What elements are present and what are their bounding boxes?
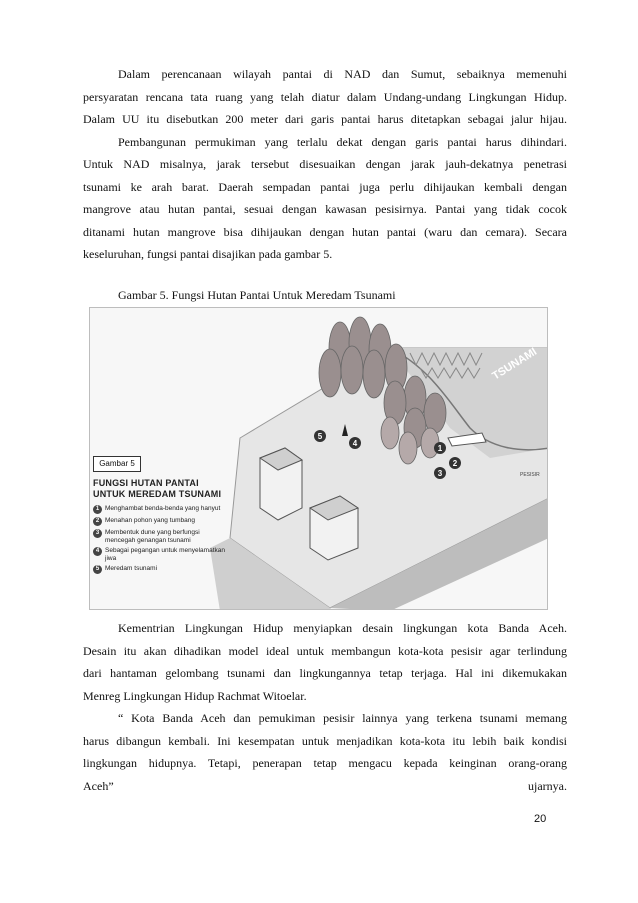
text-line [83,775,567,798]
figure-legend [93,478,228,577]
text-line: persyaratan rencana tata ruang yang telah diatur dalam Undang-undang Lingkungan Hidup. [83,89,567,104]
legend-item [93,505,228,514]
text-line: dari hantaman gelombang tsunami dan lingkungannya tetap terjaga. Hal ini dikemukakan [83,666,567,680]
text-line: Dalam UU itu disebutkan 200 meter dari garis pantai harus ditetapkan sebagai jalur hijau. [83,112,567,126]
text-line: lingkungan hidupnya. Tetapi, penerapan tetap mengacu kepada keinginan orang-orang [83,756,567,770]
legend-number: 1 [93,505,102,514]
paragraph-1 [83,63,567,266]
text-line: Kementrian Lingkungan Hidup menyiapkan desain lingkungan kota Banda Aceh. [118,621,567,635]
legend-text: Menahan pohon yang tumbang [105,517,195,524]
text-line: Pembangunan permukiman yang terlalu dekat dengan garis pantai harus dihindari. [118,134,567,149]
text-line: “ Kota Banda Aceh dan pemukiman pesisir lainnya yang terkena tsunami memang [118,711,567,725]
legend-item [93,517,228,526]
legend-text: Menghambat benda-benda yang hanyut [105,505,221,512]
marker-4: 4 [352,439,358,448]
marker-3: 3 [437,469,443,478]
text-line: Dalam perencanaan wilayah pantai di NAD dan Sumut, sebaiknya memenuhi [118,67,567,81]
legend-item [93,565,228,574]
marker-5: 5 [317,432,323,441]
quote-end: Aceh” [83,778,114,793]
text-line: Desain itu akan dihadikan model ideal untuk membangun kota-kota pesisir agar terlindung [83,643,567,658]
paragraph-2 [83,617,567,797]
text-line: harus dibangun kembali. Ini kesempatan untuk menjadikan kota-kota itu lebih baik kondisi [83,733,567,748]
legend-title-line-2: UNTUK MEREDAM TSUNAMI [93,489,222,499]
legend-text: Meredam tsunami [105,565,158,572]
legend-number: 5 [93,565,102,574]
legend-item [93,529,228,544]
legend-title-line-1: FUNGSI HUTAN PANTAI [93,478,199,488]
figure-illustration [89,307,548,610]
text-line: tsunami ke arah barat. Daerah sempadan pantai juga perlu dihijaukan kembali dengan [83,179,567,194]
text-line: keseluruhan, fungsi pantai disajikan pada gambar 5. [83,247,333,261]
marker-2: 2 [452,459,458,468]
text-line: mangrove atau hutan pantai, sesuai dengan kawasan pesisirnya. Pantai yang tidak cocok [83,202,567,216]
figure-label: Gambar 5 [93,456,141,472]
legend-text: Sebagai pegangan untuk menyelamatkan jiwa [105,547,225,562]
legend-item [93,547,228,562]
legend-number: 2 [93,517,102,526]
legend-text: Membentuk dune yang berfungsi mencegah genangan tsunami [105,529,200,544]
page-number: 20 [534,813,547,825]
marker-1: 1 [437,444,443,453]
text-line: Untuk NAD misalnya, jarak tersebut disesuaikan dengan jarak jauh-dekatnya penetrasi [83,157,567,171]
text-line: ditanami hutan mangrove bisa dihijaukan dengan hutan pantai (waru dan cemara). Secara [83,224,567,239]
legend-number: 4 [93,547,102,556]
coast-label: PESISIR [520,472,540,478]
legend-number: 3 [93,529,102,538]
figure-caption: Gambar 5. Fungsi Hutan Pantai Untuk Meredam Tsunami [118,288,396,302]
quote-attribution: ujarnya. [528,778,567,793]
text-line: Menreg Lingkungan Hidup Rachmat Witoelar. [83,688,307,703]
tsunami-label: TSUNAMI [490,345,540,383]
